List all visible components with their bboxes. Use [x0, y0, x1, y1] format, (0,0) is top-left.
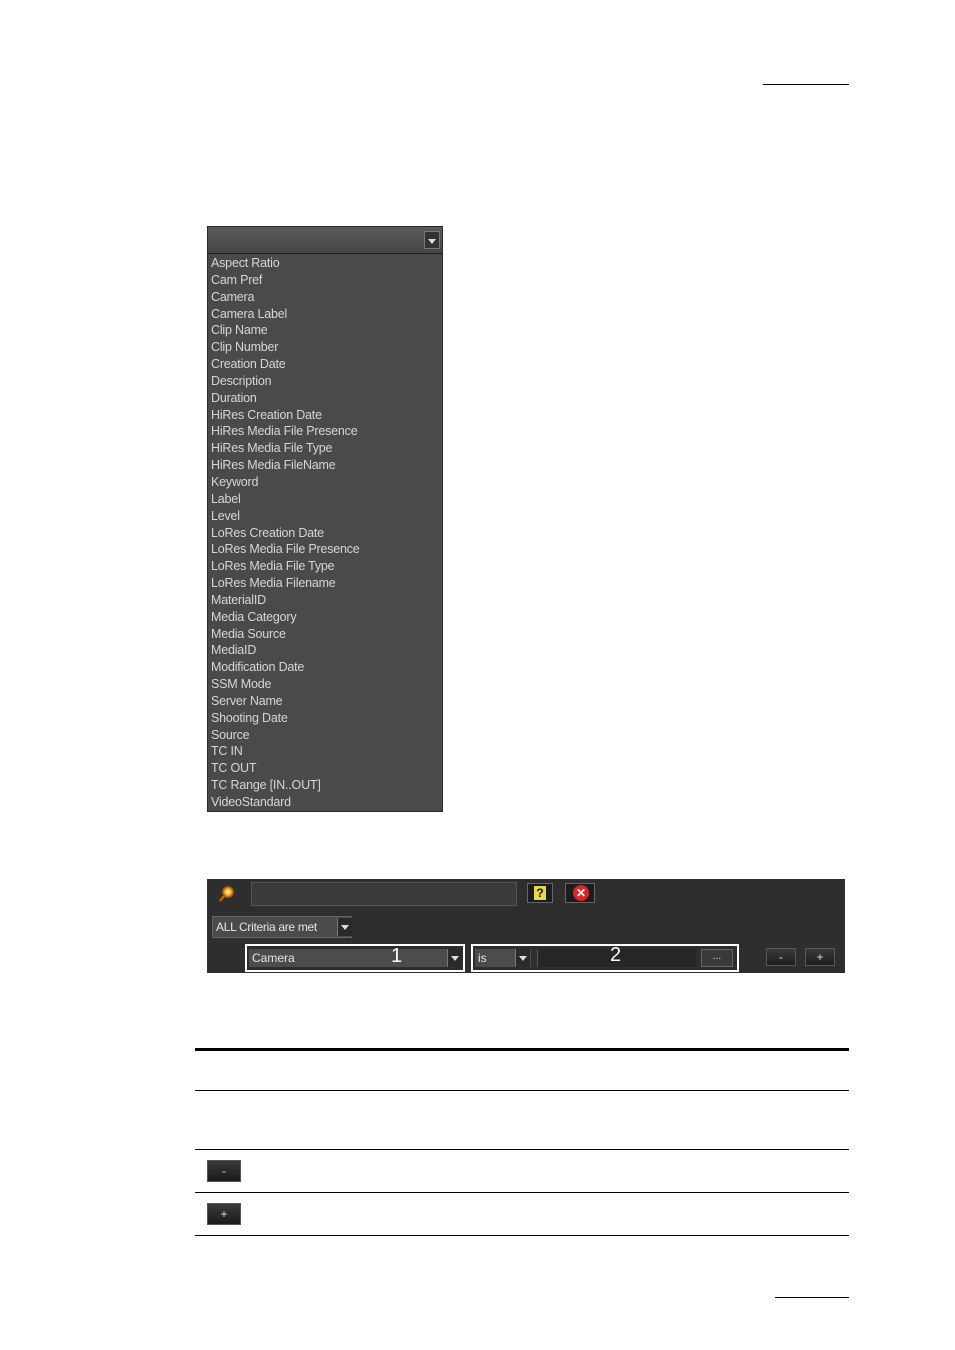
field-dropdown[interactable] [207, 226, 443, 812]
dropdown-item[interactable]: HiRes Creation Date [211, 407, 322, 422]
dropdown-item[interactable]: Media Source [211, 626, 286, 641]
dropdown-list [211, 255, 360, 811]
callout-2: 2 [610, 944, 622, 966]
dropdown-item[interactable]: Level [211, 508, 240, 523]
table-top-rule [195, 1048, 849, 1051]
dropdown-item[interactable]: Source [211, 727, 250, 742]
dropdown-item[interactable]: TC IN [211, 744, 243, 759]
dropdown-item[interactable]: Aspect Ratio [211, 256, 280, 270]
dropdown-item[interactable]: Description [211, 373, 272, 388]
table-plus-button: + [207, 1203, 241, 1225]
criteria-select[interactable] [212, 916, 352, 938]
dropdown-item[interactable]: SSM Mode [211, 677, 272, 692]
dropdown-item[interactable]: Duration [211, 390, 257, 405]
dropdown-header[interactable] [208, 227, 442, 254]
help-icon: ? [534, 886, 546, 900]
help-button[interactable] [527, 883, 553, 903]
dropdown-item[interactable]: Media Category [211, 609, 297, 624]
close-icon: ✕ [573, 885, 589, 901]
search-input[interactable] [251, 882, 517, 906]
table-row-rule [195, 1192, 849, 1193]
dropdown-item[interactable]: LoRes Media File Type [211, 559, 335, 574]
table-row-rule [195, 1149, 849, 1150]
remove-criterion-button[interactable]: - [766, 948, 796, 966]
clear-button[interactable] [565, 883, 595, 903]
dropdown-item[interactable]: TC Range [IN..OUT] [211, 778, 321, 793]
dropdown-item[interactable]: HiRes Media File Presence [211, 424, 358, 439]
dropdown-item[interactable]: LoRes Media Filename [211, 576, 336, 591]
dropdown-item[interactable]: Clip Name [211, 323, 268, 338]
browse-button[interactable]: ... [701, 949, 733, 967]
chevron-down-icon[interactable] [447, 949, 462, 967]
dropdown-item[interactable]: Keyword [211, 474, 259, 489]
dropdown-item[interactable]: LoRes Creation Date [211, 525, 324, 540]
table-bottom-rule [195, 1235, 849, 1236]
table-header-rule [195, 1090, 849, 1091]
dropdown-item[interactable]: Label [211, 491, 241, 506]
search-icon[interactable] [218, 885, 236, 903]
dropdown-item[interactable]: Creation Date [211, 357, 286, 372]
dropdown-item[interactable]: HiRes Media FileName [211, 458, 336, 473]
table-minus-button: - [207, 1160, 241, 1182]
criteria-label: ALL Criteria are met [216, 920, 317, 934]
field-selection-highlight [245, 944, 465, 972]
footer-rule [775, 1297, 849, 1298]
dropdown-item[interactable]: TC OUT [211, 761, 257, 776]
callout-1: 1 [391, 945, 403, 967]
chevron-down-icon[interactable] [424, 231, 440, 249]
operator-label: is [478, 951, 487, 965]
dropdown-item[interactable]: Camera [211, 289, 255, 304]
dropdown-item[interactable]: VideoStandard [211, 795, 291, 809]
chevron-down-icon[interactable] [515, 949, 530, 967]
dropdown-item[interactable]: Clip Number [211, 340, 279, 355]
add-criterion-button[interactable]: + [805, 948, 835, 966]
dropdown-item[interactable]: Cam Pref [211, 272, 263, 287]
dropdown-item[interactable]: Camera Label [211, 306, 288, 321]
dropdown-item[interactable]: MediaID [211, 643, 257, 658]
field-select-label: Camera [252, 951, 295, 965]
value-input[interactable] [537, 944, 696, 967]
dropdown-item[interactable]: Server Name [211, 693, 283, 708]
chevron-down-icon[interactable] [337, 918, 352, 936]
dropdown-item[interactable]: Shooting Date [211, 710, 288, 725]
search-panel [207, 879, 845, 973]
operator-select[interactable] [475, 949, 531, 967]
header-rule [763, 84, 849, 85]
dropdown-item[interactable]: Modification Date [211, 660, 305, 675]
dropdown-item[interactable]: HiRes Media File Type [211, 441, 333, 456]
field-select[interactable] [249, 945, 461, 967]
operator-value-highlight [471, 944, 739, 972]
dropdown-item[interactable]: MaterialID [211, 592, 266, 607]
dropdown-item[interactable]: LoRes Media File Presence [211, 542, 360, 557]
